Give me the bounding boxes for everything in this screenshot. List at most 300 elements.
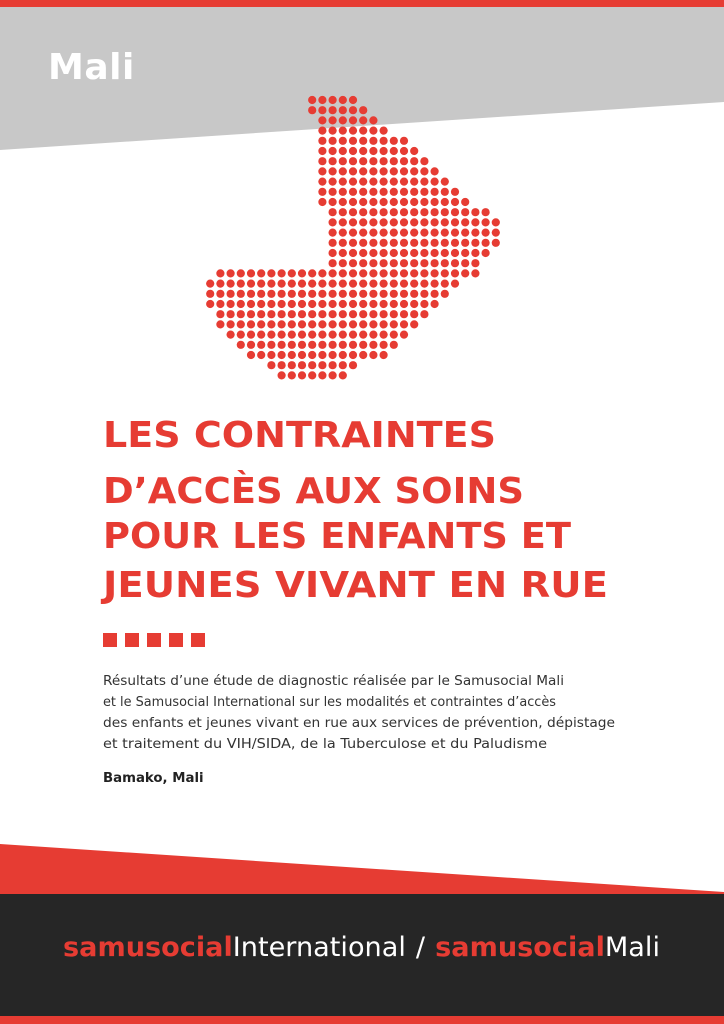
- map-dot: [400, 157, 408, 165]
- map-dot: [257, 290, 265, 298]
- map-dot: [257, 269, 265, 277]
- map-dot: [410, 188, 418, 196]
- map-dot: [359, 116, 367, 124]
- map-dot: [359, 249, 367, 257]
- description-line-1: Résultats d’une étude de diagnostic réalisée par le Samusocial Mali: [103, 674, 564, 689]
- map-dot: [410, 208, 418, 216]
- map-dot: [400, 229, 408, 237]
- map-dot: [369, 116, 377, 124]
- map-dot: [369, 290, 377, 298]
- map-dot: [237, 280, 245, 288]
- map-dot: [278, 290, 286, 298]
- map-dot: [461, 198, 469, 206]
- map-dot: [257, 331, 265, 339]
- map-dot: [431, 300, 439, 308]
- map-dot: [482, 249, 490, 257]
- map-dot: [329, 178, 337, 186]
- map-dot: [441, 218, 449, 226]
- map-dot: [369, 269, 377, 277]
- map-dot: [339, 137, 347, 145]
- map-dot: [308, 320, 316, 328]
- map-dot: [329, 147, 337, 155]
- map-dot: [227, 280, 235, 288]
- map-dot: [400, 310, 408, 318]
- map-dot: [257, 351, 265, 359]
- map-dot: [431, 249, 439, 257]
- map-dot: [461, 259, 469, 267]
- map-dot: [451, 280, 459, 288]
- map-dot: [400, 269, 408, 277]
- map-dot: [329, 361, 337, 369]
- map-dot: [359, 218, 367, 226]
- map-dot: [318, 167, 326, 175]
- map-dot: [359, 229, 367, 237]
- map-dot: [339, 280, 347, 288]
- map-dot: [318, 290, 326, 298]
- map-dot: [359, 280, 367, 288]
- map-dot: [206, 290, 214, 298]
- map-dot: [400, 320, 408, 328]
- title-line-3: POUR LES ENFANTS ET: [103, 516, 571, 557]
- map-dot: [349, 198, 357, 206]
- map-dot: [492, 229, 500, 237]
- map-dot: [471, 259, 479, 267]
- map-dot: [318, 320, 326, 328]
- map-dot: [400, 218, 408, 226]
- map-dot: [400, 137, 408, 145]
- map-dot: [349, 269, 357, 277]
- map-dot: [390, 198, 398, 206]
- map-dot: [318, 178, 326, 186]
- map-dot: [339, 269, 347, 277]
- map-dot: [420, 178, 428, 186]
- map-dot: [420, 259, 428, 267]
- map-dot: [451, 229, 459, 237]
- map-dot: [278, 371, 286, 379]
- map-dot: [339, 127, 347, 135]
- map-dot: [227, 300, 235, 308]
- map-dot: [410, 167, 418, 175]
- map-dot: [471, 269, 479, 277]
- map-dot: [390, 341, 398, 349]
- map-dot: [410, 239, 418, 247]
- map-dot: [288, 300, 296, 308]
- map-dot: [410, 310, 418, 318]
- map-dot: [288, 310, 296, 318]
- map-dot: [278, 341, 286, 349]
- map-dot: [267, 361, 275, 369]
- map-dot: [420, 157, 428, 165]
- map-dot: [359, 300, 367, 308]
- map-dot: [257, 341, 265, 349]
- map-dot: [247, 269, 255, 277]
- map-dot: [318, 351, 326, 359]
- map-dot: [318, 300, 326, 308]
- map-dot: [369, 198, 377, 206]
- map-dot: [390, 178, 398, 186]
- map-dot: [380, 239, 388, 247]
- map-dot: [318, 371, 326, 379]
- map-dot: [359, 157, 367, 165]
- brand-samusocial-2: samusocial: [435, 932, 605, 963]
- map-dot: [278, 300, 286, 308]
- map-dot: [349, 96, 357, 104]
- map-dot: [410, 157, 418, 165]
- map-dot: [318, 96, 326, 104]
- map-dot: [318, 331, 326, 339]
- map-dot: [349, 106, 357, 114]
- map-dot: [278, 310, 286, 318]
- map-dot: [329, 341, 337, 349]
- map-dot: [329, 269, 337, 277]
- map-dot: [420, 249, 428, 257]
- map-dot: [410, 290, 418, 298]
- map-dot: [359, 310, 367, 318]
- map-dot: [451, 188, 459, 196]
- map-dot: [349, 361, 357, 369]
- map-dot: [329, 188, 337, 196]
- map-dot: [451, 218, 459, 226]
- map-dot: [318, 137, 326, 145]
- map-dot: [298, 341, 306, 349]
- map-dot: [288, 351, 296, 359]
- decorative-squares: [103, 633, 205, 648]
- map-dot: [369, 300, 377, 308]
- map-dot: [451, 269, 459, 277]
- map-dot: [461, 229, 469, 237]
- map-dot: [339, 106, 347, 114]
- map-dot: [349, 116, 357, 124]
- map-dot: [431, 198, 439, 206]
- map-dot: [257, 320, 265, 328]
- brand-samusocial-1: samusocial: [63, 932, 233, 963]
- map-dot: [369, 167, 377, 175]
- map-dot: [410, 178, 418, 186]
- map-dot: [420, 300, 428, 308]
- map-dot: [339, 351, 347, 359]
- map-dot: [308, 310, 316, 318]
- map-dot: [318, 280, 326, 288]
- map-dot: [329, 331, 337, 339]
- map-dot: [359, 208, 367, 216]
- map-dot: [461, 208, 469, 216]
- map-dot: [318, 127, 326, 135]
- square-divider-3: [147, 633, 161, 647]
- map-dot: [390, 259, 398, 267]
- map-dot: [227, 320, 235, 328]
- map-dot: [482, 208, 490, 216]
- map-dot: [349, 208, 357, 216]
- map-dot: [380, 280, 388, 288]
- description-line-2: et le Samusocial International sur les modalités et contraintes d’accès: [103, 695, 556, 710]
- map-dot: [400, 249, 408, 257]
- map-dot: [349, 320, 357, 328]
- map-dot: [329, 280, 337, 288]
- map-dot: [431, 239, 439, 247]
- map-dot: [482, 239, 490, 247]
- map-dot: [420, 239, 428, 247]
- map-dot: [278, 361, 286, 369]
- map-dot: [380, 198, 388, 206]
- map-dot: [390, 167, 398, 175]
- map-dot: [380, 269, 388, 277]
- map-dot: [329, 239, 337, 247]
- map-dot: [206, 300, 214, 308]
- map-dot: [441, 249, 449, 257]
- map-dot: [329, 208, 337, 216]
- map-dot: [329, 198, 337, 206]
- map-dot: [288, 269, 296, 277]
- map-dot: [420, 167, 428, 175]
- map-dot: [308, 361, 316, 369]
- map-dot: [329, 371, 337, 379]
- map-dot: [267, 351, 275, 359]
- map-dot: [400, 208, 408, 216]
- map-dot: [349, 218, 357, 226]
- map-dot: [482, 218, 490, 226]
- map-dot: [298, 269, 306, 277]
- map-dot: [441, 198, 449, 206]
- map-dot: [410, 147, 418, 155]
- map-dot: [369, 147, 377, 155]
- map-dot: [329, 229, 337, 237]
- map-dot: [267, 280, 275, 288]
- map-dot: [420, 229, 428, 237]
- map-dot: [267, 341, 275, 349]
- map-dot: [349, 127, 357, 135]
- map-dot: [390, 280, 398, 288]
- map-dot: [329, 218, 337, 226]
- map-dot: [349, 147, 357, 155]
- map-dot: [227, 290, 235, 298]
- map-dot: [431, 269, 439, 277]
- map-dot: [369, 127, 377, 135]
- map-dot: [441, 280, 449, 288]
- map-dot: [359, 331, 367, 339]
- map-dot: [237, 331, 245, 339]
- map-dot: [339, 371, 347, 379]
- map-dot: [390, 290, 398, 298]
- map-dot: [451, 208, 459, 216]
- map-dot: [298, 361, 306, 369]
- map-dot: [339, 331, 347, 339]
- map-dot: [380, 218, 388, 226]
- map-dot: [247, 290, 255, 298]
- brand-mali: Mali: [604, 932, 661, 963]
- map-dot: [349, 290, 357, 298]
- map-dot: [318, 188, 326, 196]
- map-dot: [267, 310, 275, 318]
- map-dot: [339, 157, 347, 165]
- map-dot: [288, 341, 296, 349]
- map-dot: [359, 320, 367, 328]
- map-dot: [410, 259, 418, 267]
- map-dot: [349, 137, 357, 145]
- map-dot: [451, 249, 459, 257]
- map-dot: [431, 167, 439, 175]
- map-dot: [369, 239, 377, 247]
- map-dot: [339, 116, 347, 124]
- map-dot: [267, 290, 275, 298]
- map-dot: [206, 280, 214, 288]
- map-dot: [380, 249, 388, 257]
- map-dot: [308, 290, 316, 298]
- map-dot: [216, 269, 224, 277]
- map-dot: [420, 218, 428, 226]
- map-dot: [298, 310, 306, 318]
- map-dot: [278, 320, 286, 328]
- map-dot: [329, 106, 337, 114]
- map-dot: [339, 310, 347, 318]
- map-dot: [298, 280, 306, 288]
- map-dot: [349, 341, 357, 349]
- map-dot: [308, 331, 316, 339]
- brand-international: International: [232, 932, 406, 963]
- map-dot: [349, 167, 357, 175]
- map-dot: [349, 239, 357, 247]
- location-label: Bamako, Mali: [103, 771, 204, 786]
- map-dot: [278, 269, 286, 277]
- map-dot: [380, 331, 388, 339]
- map-dot: [400, 331, 408, 339]
- map-dot: [400, 147, 408, 155]
- map-dot: [380, 229, 388, 237]
- map-dot: [431, 229, 439, 237]
- map-dot: [278, 331, 286, 339]
- map-dot: [216, 290, 224, 298]
- map-dot: [339, 188, 347, 196]
- map-dot: [431, 218, 439, 226]
- map-dot: [369, 218, 377, 226]
- description-line-4: et traitement du VIH/SIDA, de la Tuberculose et du Paludisme: [103, 737, 547, 752]
- map-dot: [390, 300, 398, 308]
- map-dot: [461, 218, 469, 226]
- map-dot: [308, 96, 316, 104]
- map-dot: [420, 290, 428, 298]
- map-dot: [431, 290, 439, 298]
- map-dot: [349, 249, 357, 257]
- map-dot: [308, 106, 316, 114]
- map-dot: [441, 229, 449, 237]
- map-dot: [400, 167, 408, 175]
- map-dot: [431, 208, 439, 216]
- map-dot: [349, 300, 357, 308]
- map-dot: [359, 178, 367, 186]
- map-dot: [308, 280, 316, 288]
- map-dot: [247, 351, 255, 359]
- map-dot: [390, 147, 398, 155]
- mali-dot-map-icon: [190, 92, 520, 392]
- map-dot: [318, 116, 326, 124]
- map-dot: [380, 157, 388, 165]
- map-dot: [298, 371, 306, 379]
- map-dot: [237, 310, 245, 318]
- map-dot: [359, 198, 367, 206]
- map-dot: [349, 178, 357, 186]
- map-dot: [390, 229, 398, 237]
- map-dot: [318, 157, 326, 165]
- map-dot: [329, 300, 337, 308]
- map-dot: [257, 300, 265, 308]
- map-dot: [400, 300, 408, 308]
- map-dot: [359, 259, 367, 267]
- map-dot: [359, 188, 367, 196]
- map-dot: [400, 280, 408, 288]
- map-dot: [288, 320, 296, 328]
- map-dot: [369, 178, 377, 186]
- map-dot: [237, 300, 245, 308]
- map-dot: [308, 371, 316, 379]
- map-dot: [410, 280, 418, 288]
- map-dot: [441, 239, 449, 247]
- map-dot: [482, 229, 490, 237]
- map-dot: [369, 280, 377, 288]
- map-dot: [390, 218, 398, 226]
- map-dot: [451, 259, 459, 267]
- map-dot: [441, 269, 449, 277]
- map-dot: [369, 137, 377, 145]
- map-dot: [451, 239, 459, 247]
- map-dot: [349, 259, 357, 267]
- map-dot: [380, 300, 388, 308]
- map-dot: [369, 249, 377, 257]
- map-dot: [359, 167, 367, 175]
- map-dot: [339, 167, 347, 175]
- map-dot: [278, 280, 286, 288]
- map-dot: [257, 310, 265, 318]
- map-dot: [288, 280, 296, 288]
- map-dot: [380, 178, 388, 186]
- map-dot: [349, 229, 357, 237]
- map-dot: [339, 218, 347, 226]
- map-dot: [380, 137, 388, 145]
- map-dot: [420, 208, 428, 216]
- map-dot: [441, 290, 449, 298]
- map-dot: [329, 116, 337, 124]
- title-line-4: JEUNES VIVANT EN RUE: [103, 565, 608, 606]
- map-dot: [451, 198, 459, 206]
- map-dot: [318, 310, 326, 318]
- map-dot: [380, 351, 388, 359]
- map-dot: [339, 320, 347, 328]
- map-dot: [349, 310, 357, 318]
- map-dot: [471, 208, 479, 216]
- map-dot: [318, 269, 326, 277]
- title-line-2: D’ACCÈS AUX SOINS: [103, 471, 524, 512]
- map-dot: [369, 331, 377, 339]
- map-dot: [471, 218, 479, 226]
- map-dot: [329, 157, 337, 165]
- map-dot: [420, 310, 428, 318]
- map-dot: [339, 290, 347, 298]
- map-dot: [339, 239, 347, 247]
- map-dot: [318, 198, 326, 206]
- map-dot: [359, 290, 367, 298]
- map-dot: [278, 351, 286, 359]
- map-dot: [390, 137, 398, 145]
- map-dot: [308, 351, 316, 359]
- map-dot: [318, 341, 326, 349]
- map-dot: [359, 351, 367, 359]
- map-dot: [339, 198, 347, 206]
- map-dot: [298, 290, 306, 298]
- map-dot: [380, 259, 388, 267]
- title-line-1: LES CONTRAINTES: [103, 415, 496, 456]
- map-dot: [227, 269, 235, 277]
- map-dot: [298, 351, 306, 359]
- map-dot: [329, 167, 337, 175]
- map-dot: [441, 178, 449, 186]
